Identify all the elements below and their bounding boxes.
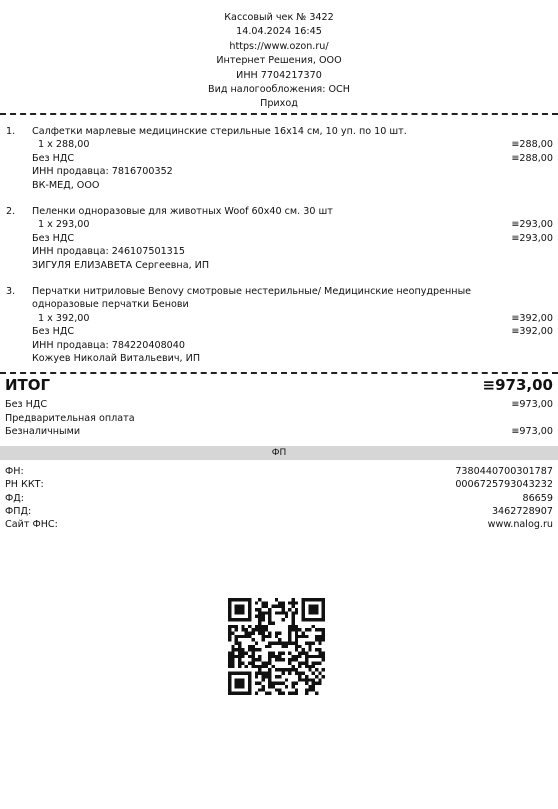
fpd-value: 3462728907: [491, 506, 553, 517]
item-amount: ≡288,00: [511, 139, 553, 151]
receipt-inn: ИНН 7704217370: [236, 69, 322, 81]
item-amount: ≡392,00: [511, 312, 553, 324]
item-name: Пеленки одноразовые для животных Woof 60х40 см. 30 шт: [32, 206, 333, 217]
item-seller-name: ЗИГУЛЯ ЕЛИЗАВЕТА Сергеевна, ИП: [32, 259, 210, 271]
receipt-tax-system: Вид налогообложения: ОСН: [208, 83, 350, 95]
divider-top: [0, 113, 558, 115]
receipt-operation: Приход: [260, 98, 298, 110]
item-number: 3.: [6, 286, 16, 297]
fn-value: 7380440700301787: [455, 466, 553, 477]
item-name: Салфетки марлевые медицинские стерильные 16х14 см, 10 уп. по 10 шт.: [32, 126, 407, 137]
fns-site-label: Сайт ФНС:: [5, 519, 58, 530]
cashless-label: Безналичными: [5, 426, 81, 437]
fn-row: [0, 465, 558, 478]
item-seller-inn: ИНН продавца: 7816700352: [32, 166, 173, 178]
fns-site-row: [0, 518, 558, 531]
item-number: 1.: [6, 126, 16, 137]
item-seller-name: Кожуев Николай Витальевич, ИП: [32, 352, 201, 364]
total-vat-amount: ≡973,00: [511, 399, 553, 410]
item-amount: ≡293,00: [511, 219, 553, 231]
receipt-item: [0, 285, 558, 365]
prepayment-row: [0, 412, 558, 425]
rn-row: [0, 478, 558, 491]
qr-code: [228, 598, 325, 695]
item-vat-amount: ≡288,00: [511, 152, 553, 164]
item-vat-amount: ≡392,00: [511, 326, 553, 338]
fpd-row: [0, 505, 558, 518]
receipt-company: Интернет Решения, ООО: [216, 55, 342, 67]
item-vat-label: Без НДС: [32, 152, 75, 164]
item-qty-price: 1 x 288,00: [38, 139, 90, 151]
item-seller-inn: ИНН продавца: 784220408040: [32, 339, 185, 351]
item-vat-amount: ≡293,00: [511, 232, 553, 244]
fns-site-value: www.nalog.ru: [487, 519, 553, 530]
total-row: [0, 376, 558, 399]
rn-value: 0006725793043232: [455, 479, 553, 490]
rn-label: РН ККТ:: [5, 479, 44, 490]
item-name-cont: одноразовые перчатки Бенови: [32, 299, 189, 311]
receipt-title: Кассовый чек № 3422: [224, 12, 334, 23]
cashless-row: [0, 425, 558, 438]
item-seller-name: ВК-МЕД, ООО: [32, 179, 100, 191]
total-vat-label: Без НДС: [5, 399, 48, 410]
item-name: Перчатки нитриловые Benovy смотровые нестерильные/ Медицинские неопудренные: [32, 286, 472, 297]
item-number: 2.: [6, 206, 16, 217]
divider-total: [0, 372, 558, 374]
fpd-label: ФПД:: [5, 506, 32, 517]
prepayment-label: Предварительная оплата: [5, 413, 135, 424]
fn-label: ФН:: [5, 466, 24, 477]
receipt-item: [0, 205, 558, 272]
fd-row: [0, 492, 558, 505]
fp-bar: ФП: [0, 446, 558, 460]
item-qty-price: 1 x 392,00: [38, 312, 90, 324]
total-amount: ≡973,00: [482, 376, 553, 394]
item-qty-price: 1 x 293,00: [38, 219, 90, 231]
cashless-amount: ≡973,00: [511, 426, 553, 437]
receipt-header: [0, 11, 558, 112]
item-vat-label: Без НДС: [32, 326, 75, 338]
receipt-item: [0, 125, 558, 192]
item-vat-label: Без НДС: [32, 232, 75, 244]
total-label: ИТОГ: [5, 376, 51, 394]
receipt-site: https://www.ozon.ru/: [229, 40, 329, 52]
receipt-datetime: 14.04.2024 16:45: [236, 26, 322, 38]
fd-label: ФД:: [5, 493, 24, 504]
total-vat-row: [0, 398, 558, 411]
item-seller-inn: ИНН продавца: 246107501315: [32, 246, 185, 258]
fd-value: 86659: [522, 493, 553, 504]
